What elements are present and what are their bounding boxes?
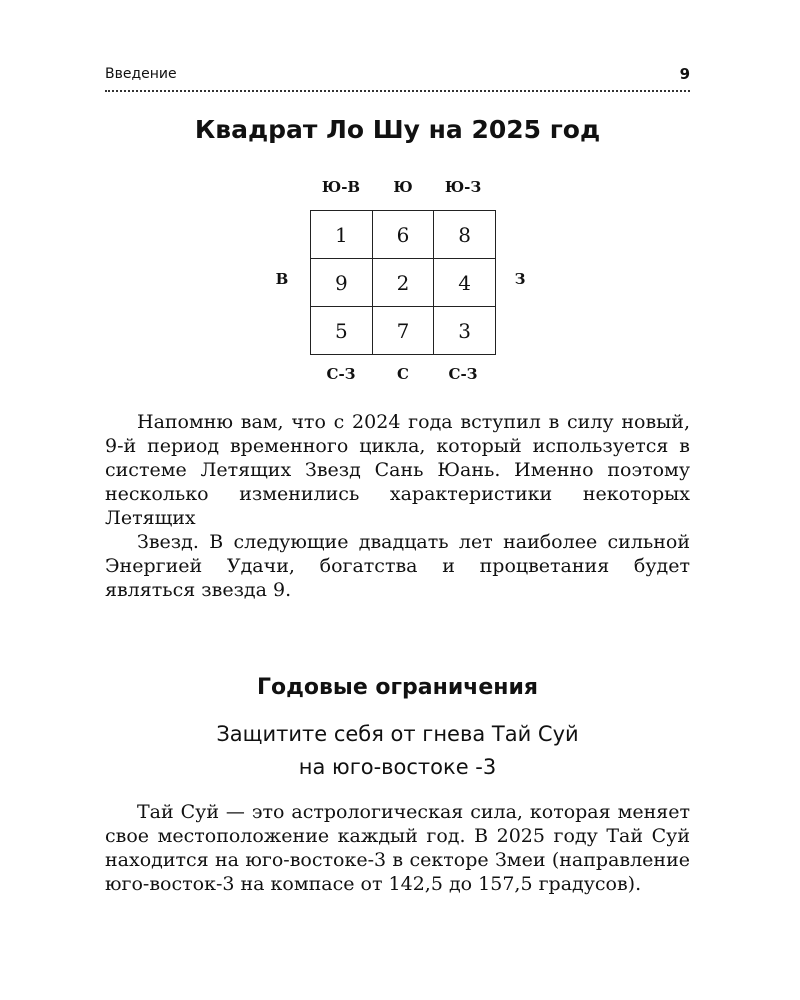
page-title: Квадрат Ло Шу на 2025 год <box>194 115 601 144</box>
grid-cell: 1 <box>311 211 373 259</box>
tai-sui-paragraph <box>105 800 690 896</box>
paragraph-text: Звезд. В следующие двадцать лет наиболее сильной Энергией Удачи, богатства и процветания будет являться звезда 9. <box>105 531 690 601</box>
intro-paragraph <box>105 410 690 602</box>
page-number: 9 <box>679 65 690 83</box>
lo-shu-grid <box>310 210 496 355</box>
grid-cell: 7 <box>372 307 434 355</box>
subheading-line-1: Защитите себя от гнева Тай Суй <box>216 722 579 746</box>
label-bottom-left: С-З <box>326 365 356 383</box>
label-top-right: Ю-З <box>444 178 482 196</box>
grid-cell: 6 <box>372 211 434 259</box>
subheading-line-2: на юго-востоке -3 <box>298 755 497 779</box>
grid-cell: 9 <box>311 259 373 307</box>
label-bottom-center: С <box>397 365 409 383</box>
grid-cell: 5 <box>311 307 373 355</box>
paragraph-text: Напомню вам, что с 2024 года вступил в силу новый, 9-й период временного цикла, который используется в системе Летящих Звезд Сань Юань. Именно поэтому несколько изменились характеристики некоторых Летящих <box>105 411 690 529</box>
label-left: В <box>275 270 289 288</box>
grid-cell: 3 <box>434 307 496 355</box>
running-header <box>105 66 690 86</box>
grid-cell: 8 <box>434 211 496 259</box>
label-top-left: Ю-В <box>321 178 361 196</box>
label-bottom-right: С-З <box>448 365 478 383</box>
header-divider <box>105 90 690 92</box>
grid-cell: 4 <box>434 259 496 307</box>
paragraph-text: Тай Суй — это астрологическая сила, которая меняет свое местоположение каждый год. В 2025 году Тай Суй находится на юго-востоке-3 в секторе Змеи (направление юго-восток-3 на компасе от 142,5 до 157,5 градусов). <box>105 801 690 895</box>
label-top-center: Ю <box>393 178 413 196</box>
section-title: Введение <box>105 66 177 82</box>
section-heading: Годовые ограничения <box>257 675 538 700</box>
grid-cell: 2 <box>372 259 434 307</box>
label-right: З <box>514 270 526 288</box>
